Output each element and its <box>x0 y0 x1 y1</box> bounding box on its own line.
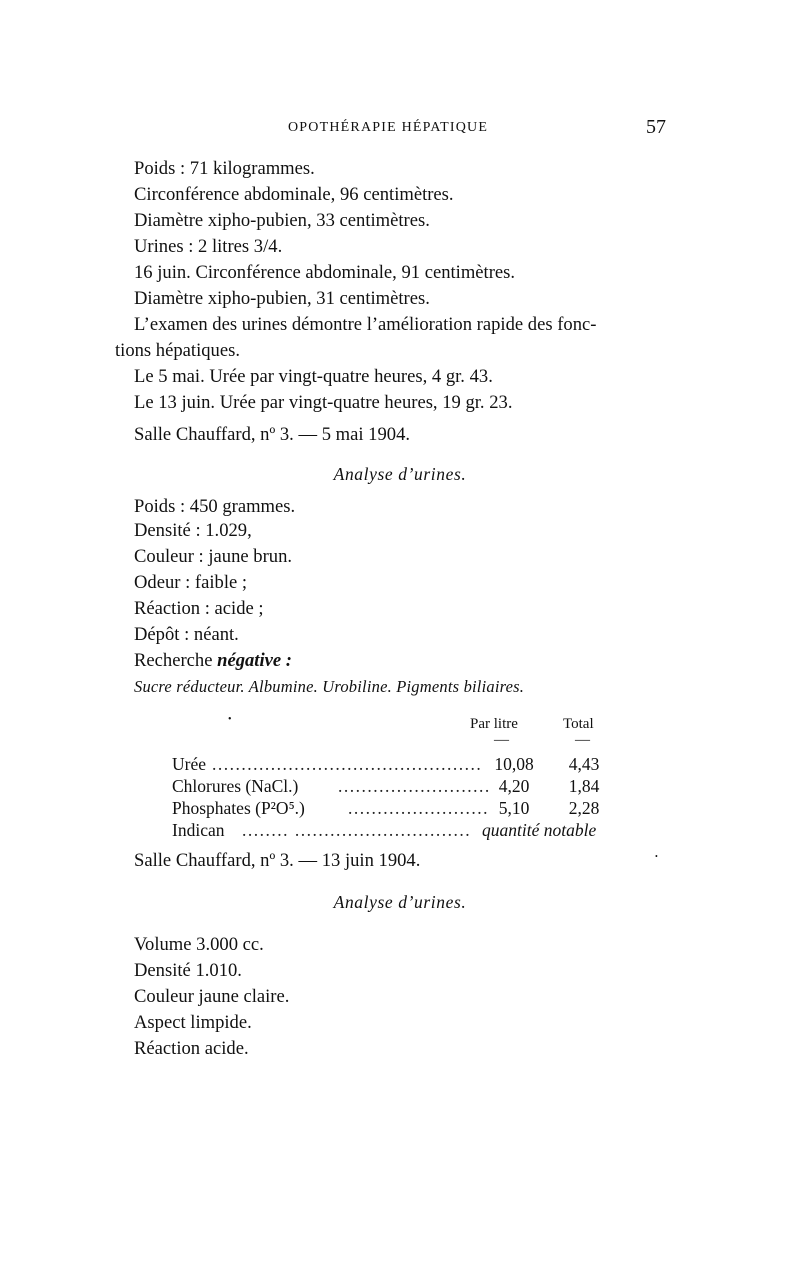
text-line: Urines : 2 litres 3/4. <box>134 236 283 257</box>
section-title: Analyse d’urines. <box>333 892 467 912</box>
text-line: Diamètre xipho-pubien, 33 centimètres. <box>134 210 430 231</box>
salle-heading: Salle Chauffard, nº 3. — 13 juin 1904. <box>134 850 421 871</box>
value-per-litre: quantité notable <box>482 820 597 840</box>
text-line: Poids : 450 grammes. <box>134 496 296 517</box>
stray-dot: • <box>655 852 658 861</box>
text-line: Odeur : faible ; <box>134 572 248 593</box>
table-row <box>172 776 632 798</box>
value-total: 2,28 <box>568 798 600 818</box>
section-title: Analyse d’urines. <box>333 464 467 484</box>
recherche-value: négative : <box>217 650 292 671</box>
text-line: Volume 3.000 cc. <box>134 934 264 955</box>
value-per-litre: 4,20 <box>498 776 530 796</box>
salle-heading: Salle Chauffard, nº 3. — 5 mai 1904. <box>134 424 411 445</box>
negative-list: Sucre réducteur. Albumine. Urobiline. Pigments biliaires. <box>134 677 525 696</box>
col-header-per-litre: Par litre <box>470 716 518 732</box>
text-line: Réaction acide. <box>134 1038 249 1059</box>
text-line: Le 13 juin. Urée par vingt-quatre heures, 19 gr. 23. <box>134 392 513 413</box>
text-line: Aspect limpide. <box>134 1012 252 1033</box>
text-line: Couleur jaune claire. <box>134 986 290 1007</box>
col-header-total: Total <box>563 716 594 732</box>
text-line: Réaction : acide ; <box>134 598 264 619</box>
text-line: tions hépatiques. <box>115 340 240 361</box>
stray-dot: • <box>228 714 232 725</box>
table-row <box>172 820 632 842</box>
leader-dots: ........ .............................. <box>242 820 472 840</box>
value-total: 1,84 <box>568 776 600 796</box>
page-number: 57 <box>646 116 666 138</box>
dash-rule: — <box>494 732 509 748</box>
text-line: Densité : 1.029, <box>134 520 252 541</box>
leader-dots: .......................... <box>338 776 491 796</box>
leader-dots: ........................ <box>348 798 489 818</box>
recherche-line <box>134 650 292 672</box>
table-row <box>172 754 632 776</box>
row-label: Urée <box>172 754 207 774</box>
dash-rule: — <box>575 732 590 748</box>
text-line: Circonférence abdominale, 96 centimètres. <box>134 184 454 205</box>
leader-dots: .............................................. <box>212 754 483 774</box>
text-line: 16 juin. Circonférence abdominale, 91 centimètres. <box>134 262 516 283</box>
table-row <box>172 798 632 820</box>
running-title: OPOTHÉRAPIE HÉPATIQUE <box>288 120 489 135</box>
row-label: Phosphates (P²O⁵.) <box>172 798 305 818</box>
text-line: L’examen des urines démontre l’amélioration rapide des fonc- <box>134 314 597 335</box>
row-label: Chlorures (NaCl.) <box>172 776 299 796</box>
text-line: Poids : 71 kilogrammes. <box>134 158 315 179</box>
value-per-litre: 10,08 <box>494 754 534 774</box>
row-label: Indican <box>172 820 225 840</box>
running-head <box>0 116 800 144</box>
value-total: 4,43 <box>568 754 600 774</box>
text-line: Dépôt : néant. <box>134 624 239 645</box>
text-line: Diamètre xipho-pubien, 31 centimètres. <box>134 288 430 309</box>
value-per-litre: 5,10 <box>498 798 530 818</box>
text-line: Densité 1.010. <box>134 960 242 981</box>
text-line: Le 5 mai. Urée par vingt-quatre heures, 4 gr. 43. <box>134 366 493 387</box>
recherche-label: Recherche <box>134 650 213 671</box>
text-line: Couleur : jaune brun. <box>134 546 293 567</box>
